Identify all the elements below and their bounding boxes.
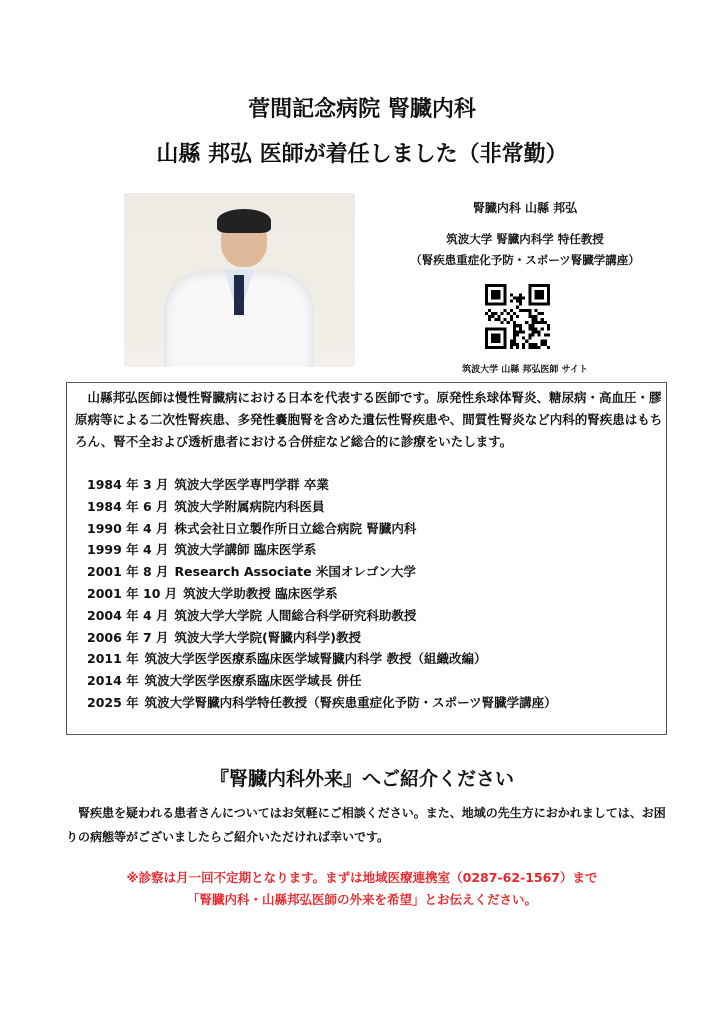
referral-body: 腎疾患を疑われる患者さんについてはお気軽にご相談ください。また、地域の先生方におかれましては、お困りの病態等がございましたらご紹介いただければ幸いです。 [66, 806, 666, 844]
career-history [87, 474, 563, 714]
history-date: 2001 年 8 月 [87, 564, 169, 580]
history-text: 筑波大学医学医療系臨床医学域腎臓内科学 教授（組織改編） [144, 651, 487, 667]
history-text: 株式会社日立製作所日立総合病院 腎臓内科 [174, 520, 417, 536]
history-text: 筑波大学大学院 人間総合科学研究科助教授 [174, 607, 417, 623]
doctor-name: 腎臓内科 山縣 邦弘 [472, 201, 578, 215]
history-item [87, 670, 563, 692]
history-date: 2001 年 10 月 [87, 585, 178, 601]
history-date: 1999 年 4 月 [87, 542, 169, 558]
history-text: 筑波大学附属病院内科医員 [174, 498, 325, 514]
history-item [87, 692, 563, 714]
doctor-photo [124, 193, 355, 367]
history-text: 筑波大学助教授 臨床医学系 [183, 585, 338, 601]
history-date: 2004 年 4 月 [87, 607, 169, 623]
doctor-position: 筑波大学 腎臓内科学 特任教授 [446, 232, 604, 246]
doctor-course: （腎疾患重症化予防・スポーツ腎臓学講座） [410, 253, 640, 267]
history-text: 筑波大学講師 臨床医学系 [174, 542, 317, 558]
history-item [87, 605, 563, 627]
history-date: 2014 年 [87, 673, 139, 689]
qr-code[interactable] [485, 284, 550, 349]
qr-caption: 筑波大学 山縣 邦弘医師 サイト [462, 365, 588, 375]
referral-note-2: 「腎臓内科・山縣邦弘医師の外来を希望」とお伝えください。 [186, 892, 537, 907]
history-text: 筑波大学医学専門学群 卒業 [174, 477, 329, 492]
history-item [87, 474, 563, 496]
history-text: Research Associate 米国オレゴン大学 [174, 564, 416, 580]
title-hospital: 菅間記念病院 腎臓内科 [248, 97, 476, 122]
history-date: 2011 年 [87, 651, 139, 667]
history-text: 筑波大学医学医療系臨床医学域長 併任 [144, 673, 362, 689]
history-date: 1984 年 6 月 [87, 498, 169, 514]
history-item [87, 561, 563, 583]
history-item [87, 583, 563, 605]
history-item [87, 648, 563, 670]
referral-note-1: ※診察は月一回不定期となります。まずは地域医療連携室（0287-62-1567）まで [126, 870, 598, 885]
history-item [87, 518, 563, 540]
title-announcement: 山縣 邦弘 医師が着任しました（非常勤） [156, 142, 568, 167]
intro-text: 山縣邦弘医師は慢性腎臓病における日本を代表する医師です。原発性糸球体腎炎、糖尿病・高血圧・膠原病等による二次性腎疾患、多発性嚢胞腎を含めた遺伝性腎疾患や、間質性腎炎など内科的腎疾患はもちろん、腎不全および透析患者における合併症など総合的に診療をいたします。 [75, 390, 663, 449]
history-date: 2025 年 [87, 694, 139, 710]
history-date: 1990 年 4 月 [87, 520, 169, 536]
history-item [87, 496, 563, 518]
history-date: 2006 年 7 月 [87, 629, 169, 645]
history-item [87, 627, 563, 649]
profile-box [66, 382, 667, 735]
history-text: 筑波大学腎臓内科学特任教授（腎疾患重症化予防・スポーツ腎臓学講座） [144, 694, 557, 710]
history-date: 1984 年 3 月 [87, 477, 169, 492]
history-text: 筑波大学大学院(腎臓内科学)教授 [174, 629, 361, 645]
history-item [87, 539, 563, 561]
referral-heading: 『腎臓内科外来』へご紹介ください [209, 768, 514, 790]
